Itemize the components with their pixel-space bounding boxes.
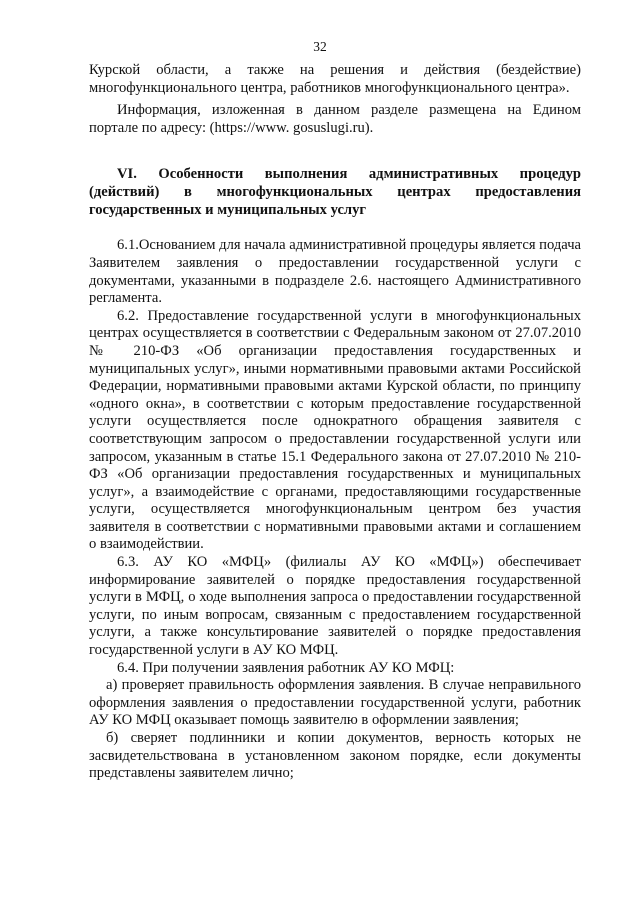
paragraph-6-4-a: а) проверяет правильность оформления заявления. В случае неправильного оформления заявления о предоставлении государственной услуги, работник АУ КО МФЦ оказывает помощь заявителю в оформлении заявления; (89, 677, 581, 729)
paragraph-6-4-b: б) сверяет подлинники и копии документов, верность которых не засвидетельствована в установленном законом порядке, если документы представлены заявителем лично; (89, 730, 581, 782)
page-number: 32 (313, 39, 327, 54)
info-paragraph: Информация, изложенная в данном разделе размещена на Едином портале по адресу: (https://www. gosuslugi.ru). (89, 102, 581, 136)
paragraph-6-1: 6.1.Основанием для начала административной процедуры является подача Заявителем заявления о предоставлении государственной услуги с документами, указанными в подразделе 2.6. настоящего Административного регламента. (89, 237, 582, 307)
section-heading: VI. Особенности выполнения административных процедур (действий) в многофункциональных центрах предоставления государственных и муниципальных услуг (89, 166, 581, 219)
paragraph-6-3: 6.3. АУ КО «МФЦ» (филиалы АУ КО «МФЦ») обеспечивает информирование заявителей о порядке предоставления государственной услуги в МФЦ, о ходе выполнения запроса о предоставлении государственной услуги, по иным вопросам, связанным с предоставлением государственной услуги, а также консультирование заявителей о порядке предоставления государственной услуги в АУ КО МФЦ. (89, 554, 581, 659)
intro-paragraph: Курской области, а также на решения и действия (бездействие) многофункционального центра, работников многофункционального центра». (89, 62, 581, 96)
paragraph-6-4: 6.4. При получении заявления работник АУ КО МФЦ: (117, 659, 455, 676)
paragraph-6-2: 6.2. Предоставление государственной услуги в многофункциональных центрах осуществляется в соответствии с Федеральным законом от 27.07.2010 № 210-ФЗ «Об организации предоставления государственных и муниципальных услуг», иными нормативными правовыми актами Российской Федерации, нормативными правовыми актами Курской области, по принципу «одного окна», в соответствии с которым предоставление государственной услуги осуществляется после однократного обращения заявителя с соответствующим запросом о предоставлении государственной услуги или запросом, указанным в статье 15.1 Федерального закона от 27.07.2010 № 210-ФЗ «Об организации предоставления государственных и муниципальных услуг», а взаимодействие с органами, предоставляющими государственные услуги, осуществляется многофункциональным центром без участия заявителя в соответствии с нормативными правовыми актами и соглашением о взаимодействии. (89, 307, 581, 553)
page-content (89, 62, 581, 783)
